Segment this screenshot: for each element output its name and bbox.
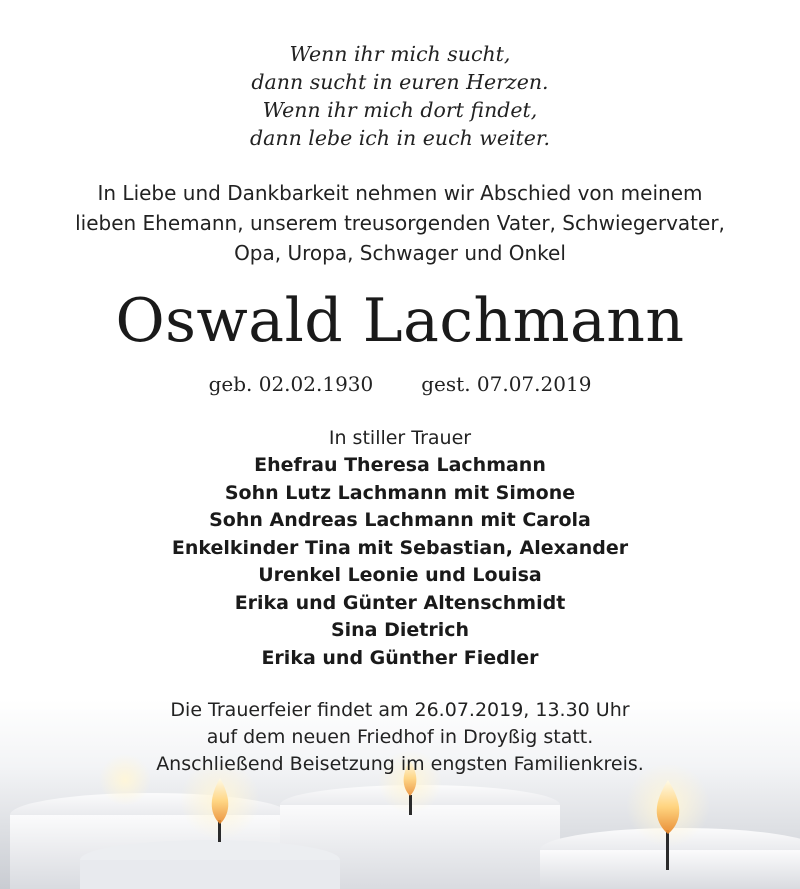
deceased-name: Oswald Lachmann [115,286,685,356]
intro-text [0,178,800,268]
death-date: gest. 07.07.2019 [421,372,592,396]
funeral-info [0,697,800,778]
poem-line: dann sucht in euren Herzen. [251,70,549,94]
funeral-line: auf dem neuen Friedhof in Droyßig statt. [206,726,594,748]
mourner-name: Sina Dietrich [330,619,470,641]
life-dates [0,370,800,398]
intro-line: In Liebe und Dankbarkeit nehmen wir Abschied von meinem [97,181,703,205]
mourning-label: In stiller Trauer [328,427,472,449]
mourner-name: Erika und Günter Altenschmidt [234,591,566,614]
poem-line: Wenn ihr mich sucht, [289,42,511,66]
mourner-name: Sohn Andreas Lachmann mit Carola [209,509,591,531]
intro-line: lieben Ehemann, unserem treusorgenden Vater, Schwiegervater, [75,211,725,235]
funeral-line: Anschließend Beisetzung im engsten Familienkreis. [156,753,644,775]
poem-line: Wenn ihr mich dort findet, [262,98,538,122]
funeral-line: Die Trauerfeier findet am 26.07.2019, 13.30 Uhr [170,699,630,721]
mourner-name: Sohn Lutz Lachmann mit Simone [224,481,576,504]
mourners-list [0,452,800,672]
birth-date: geb. 02.02.1930 [208,372,374,396]
mourner-name: Erika und Günther Fiedler [261,646,539,669]
mourner-name: Ehefrau Theresa Lachmann [254,454,546,476]
poem [0,40,800,152]
mourner-name: Urenkel Leonie und Louisa [258,564,542,586]
mourner-name: Enkelkinder Tina mit Sebastian, Alexander [171,536,629,559]
poem-line: dann lebe ich in euch weiter. [250,126,550,150]
intro-line: Opa, Uropa, Schwager und Onkel [234,241,566,265]
